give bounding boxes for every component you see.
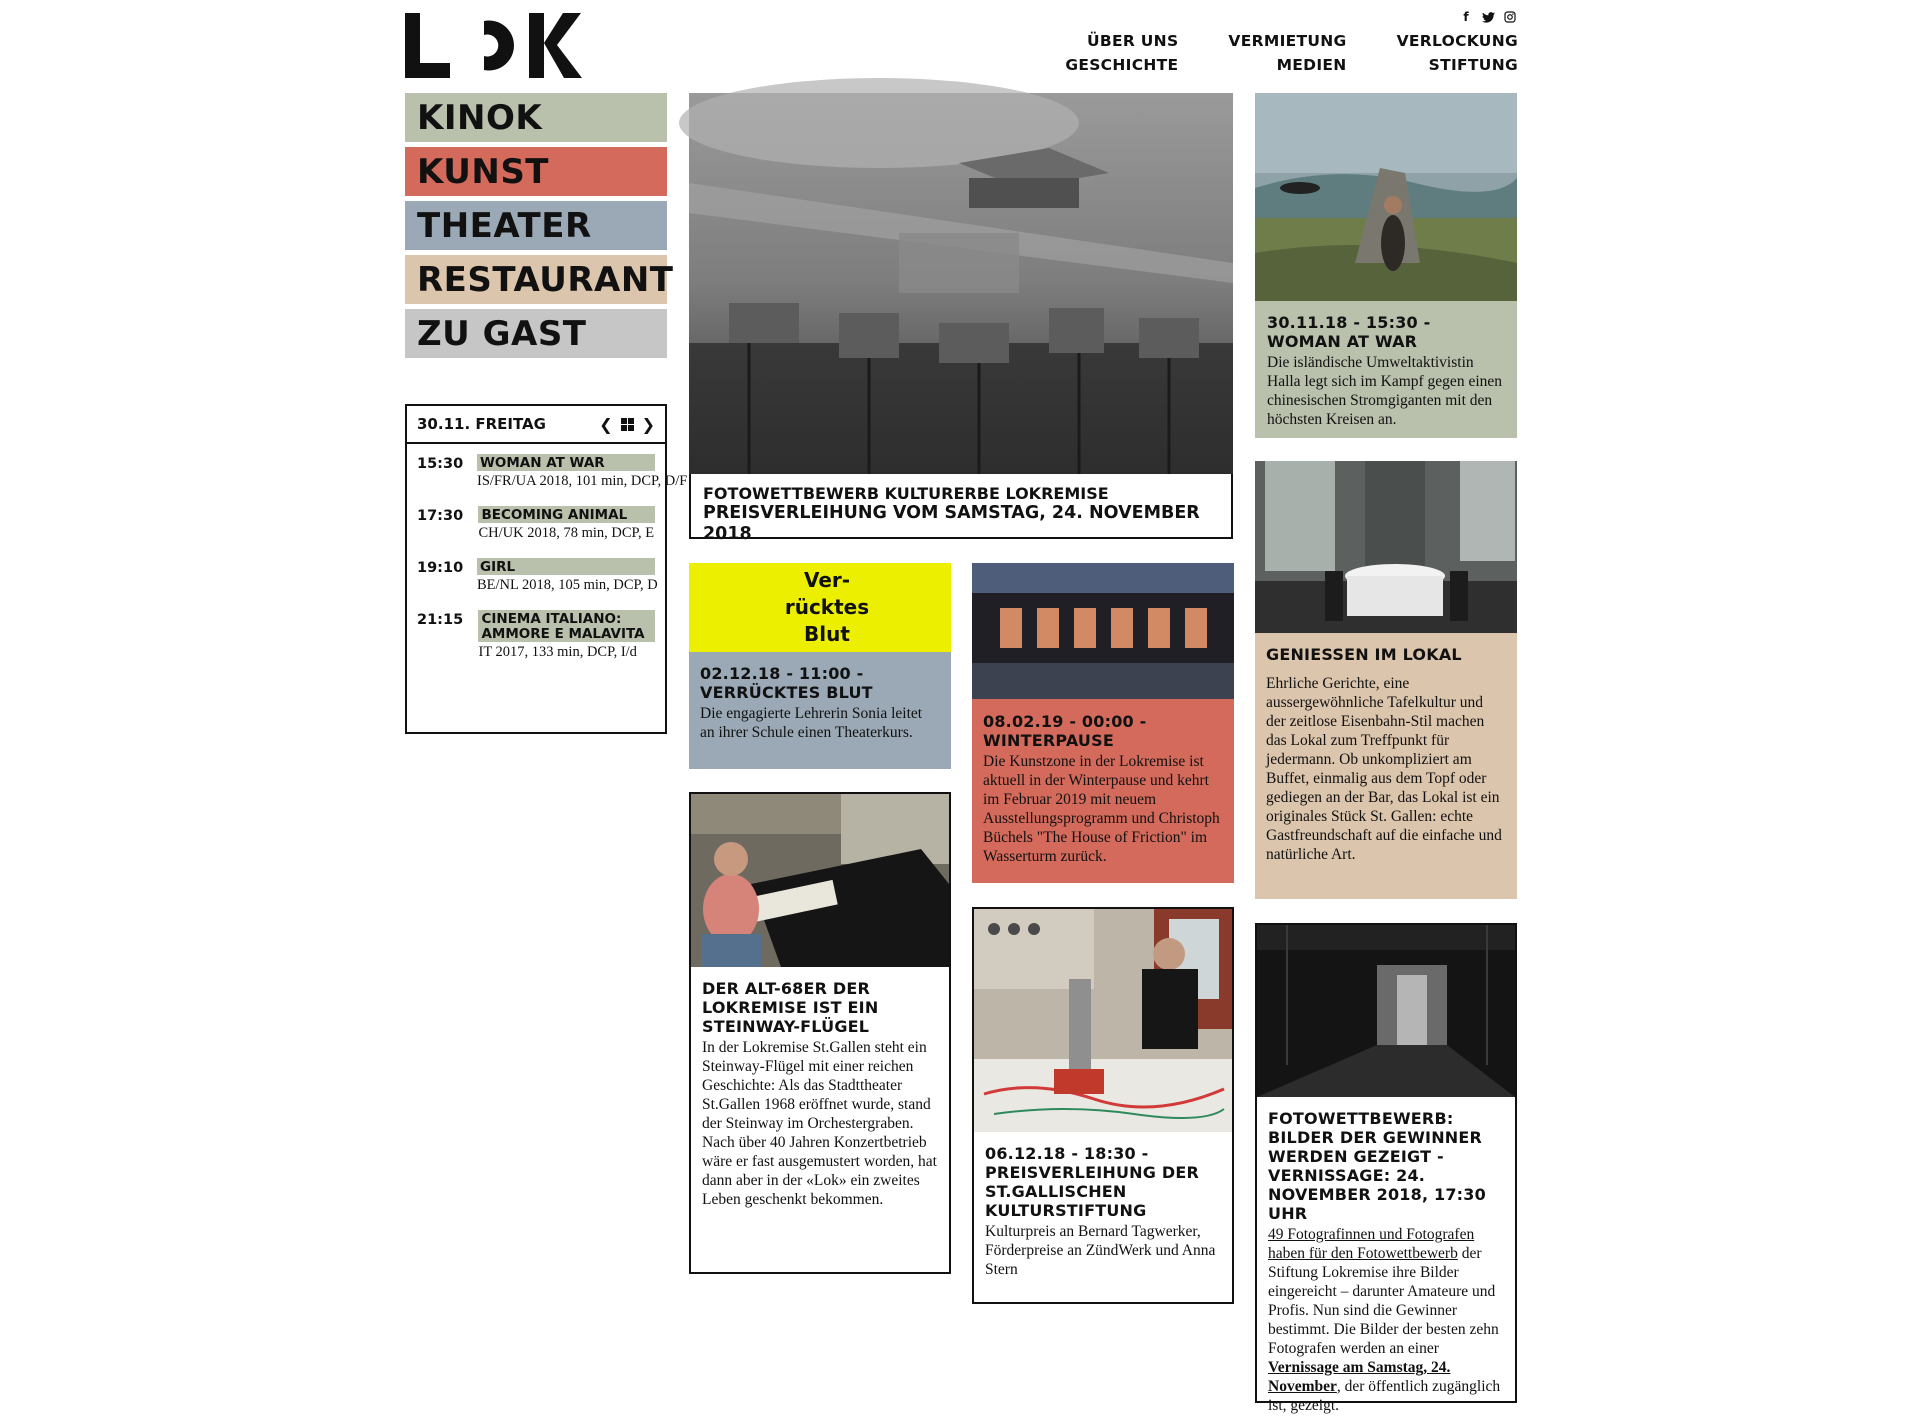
program-info: CH/UK 2018, 78 min, DCP, E <box>478 525 655 541</box>
steinway-photo <box>691 794 949 967</box>
geniessen-title[interactable]: GENIESSEN IM LOKAL <box>1266 645 1462 664</box>
poster-line-3: Blut <box>804 622 850 646</box>
nav-vermietung[interactable]: VERMIETUNG <box>1228 32 1347 50</box>
fotowettbewerb-title[interactable]: FOTOWETTBEWERB: BILDER DER GEWINNER WERDEN GEZEIGT - VERNISSAGE: 24. NOVEMBER 2018, 17:30 UHR <box>1268 1109 1486 1223</box>
geniessen-text: Ehrliche Gerichte, eine aussergewöhnliche Tafelkultur und der zeitlose Eisenbahn-Stil machen das Lokal zum Treffpunkt für jedermann. Ob unkompliziert am Buffet, einmalig aus dem Topf oder gediegen an der Bar, das Lokal ist ein originales Stück St. Gallen: echte Gastfreundschaft auf die einfache und natürliche Art. <box>1266 675 1502 863</box>
verruecktes-blut-text: Die engagierte Lehrerin Sonia leitet an ihrer Schule einen Theaterkurs. <box>700 705 923 741</box>
next-day-icon[interactable]: ❯ <box>641 414 655 434</box>
winterpause-title[interactable]: 08.02.19 - 00:00 - WINTERPAUSE <box>983 712 1147 750</box>
fotowettbewerb-photo <box>1257 925 1515 1097</box>
program-title[interactable]: WOMAN AT WAR <box>477 454 655 471</box>
steinway-title[interactable]: DER ALT-68ER DER LOKREMISE IST EIN STEINWAY-FLÜGEL <box>702 979 879 1036</box>
program-title[interactable]: CINEMA ITALIANO: AMMORE E MALAVITA <box>478 610 655 642</box>
poster-line-2: rücktes <box>784 595 870 619</box>
woman-at-war-card[interactable] <box>1255 93 1517 438</box>
program-time: 21:15 <box>417 612 464 628</box>
program-info: IT 2017, 133 min, DCP, I/d <box>478 644 637 660</box>
grid-view-icon[interactable] <box>621 418 634 431</box>
verruecktes-blut-poster <box>689 563 951 652</box>
fotowettbewerb-card[interactable] <box>1255 923 1517 1414</box>
verruecktes-blut-title[interactable]: 02.12.18 - 11:00 - VERRÜCKTES BLUT <box>700 664 873 702</box>
woman-at-war-title[interactable]: 30.11.18 - 15:30 - WOMAN AT WAR <box>1267 313 1431 351</box>
vernissage-link[interactable]: Vernissage am Samstag, 24. November <box>1268 1359 1451 1395</box>
woman-at-war-text: Die isländische Umweltaktivistin Halla legt sich im Kampf gegen einen chinesischen Stromgiganten mit den höchsten Kreisen an. <box>1267 354 1503 428</box>
steinway-card[interactable] <box>689 792 951 1274</box>
program-date: 30.11. FREITAG <box>417 415 546 433</box>
category-theater[interactable]: THEATER <box>405 201 667 250</box>
program-title[interactable]: BECOMING ANIMAL <box>478 506 655 523</box>
nav-medien[interactable]: MEDIEN <box>1276 56 1347 74</box>
top-navigation <box>1065 32 1518 74</box>
program-header <box>407 406 665 444</box>
hero-title-line1: FOTOWETTBEWERB KULTURERBE LOKREMISE <box>703 484 1109 503</box>
program-item[interactable] <box>407 610 665 661</box>
nav-stiftung[interactable]: STIFTUNG <box>1428 56 1518 74</box>
hero-card[interactable] <box>689 93 1233 544</box>
program-time: 15:30 <box>417 456 464 472</box>
hero-caption[interactable] <box>689 474 1233 544</box>
social-links <box>1458 9 1518 25</box>
fotowettbewerb-text <box>1268 1225 1504 1415</box>
winterpause-card[interactable] <box>972 563 1234 883</box>
program-info: IS/FR/UA 2018, 101 min, DCP, D/F <box>477 473 688 489</box>
preisverleihung-photo <box>974 909 1232 1132</box>
hero-title-line2: PREISVERLEIHUNG VOM SAMSTAG, 24. NOVEMBER 2018 <box>703 503 1200 544</box>
preisverleihung-text: Kulturpreis an Bernard Tagwerker, Förderpreise an ZündWerk und Anna Stern <box>985 1223 1216 1278</box>
geniessen-card[interactable] <box>1255 461 1517 899</box>
preisverleihung-title[interactable]: 06.12.18 - 18:30 - PREISVERLEIHUNG DER ST.GALLISCHEN KULTURSTIFTUNG <box>985 1144 1199 1220</box>
twitter-icon[interactable] <box>1480 9 1496 25</box>
winterpause-text: Die Kunstzone in der Lokremise ist aktuell in der Winterpause und kehrt im Februar 2019 mit neuem Ausstellungsprogramm und Christoph Büchels "The House of Friction" im Wasserturm zurück. <box>983 753 1220 865</box>
nav-verlockung[interactable]: VERLOCKUNG <box>1396 32 1518 50</box>
nav-ueber-uns[interactable]: ÜBER UNS <box>1086 32 1179 50</box>
program-item[interactable] <box>407 454 688 490</box>
lok-logo[interactable] <box>405 13 582 78</box>
verruecktes-blut-card[interactable] <box>689 563 951 769</box>
fotowettbewerb-text-part1: der Stiftung Lokremise ihre Bilder eingereicht – darunter Amateure und Profis. Nun sind die Gewinner bestimmt. Die Bilder der besten zehn Fotografen werden an einer <box>1268 1245 1499 1357</box>
steinway-text: In der Lokremise St.Gallen steht ein Steinway-Flügel mit einer reichen Geschichte: Als das Stadttheater St.Gallen 1968 eröffnet wurde, stand der Steinway im Orchestergraben. Nach über 40 Jahren Konzertbetrieb wäre er fast ausgemustert worden, hat dann aber in der «Lok» ein zweites Leben geschenkt bekommen. <box>702 1039 937 1208</box>
hero-photo <box>689 93 1233 474</box>
program-item[interactable] <box>407 506 665 542</box>
nav-geschichte[interactable]: GESCHICHTE <box>1065 56 1179 74</box>
restaurant-photo <box>1255 461 1517 633</box>
program-time: 17:30 <box>417 508 464 524</box>
category-zu-gast[interactable]: ZU GAST <box>405 309 667 358</box>
fotografen-link[interactable]: 49 Fotografinnen und Fotografen haben für den Fotowettbewerb <box>1268 1226 1475 1262</box>
category-kunst[interactable]: KUNST <box>405 147 667 196</box>
program-time: 19:10 <box>417 560 464 576</box>
preisverleihung-card[interactable] <box>972 907 1234 1304</box>
instagram-icon[interactable] <box>1502 9 1518 25</box>
prev-day-icon[interactable]: ❮ <box>599 414 613 434</box>
facebook-icon[interactable]: f <box>1463 10 1469 24</box>
category-restaurant[interactable]: RESTAURANT <box>405 255 667 304</box>
program-box <box>405 404 688 734</box>
category-kinok[interactable]: KINOK <box>405 93 667 142</box>
winterpause-photo <box>972 563 1234 699</box>
woman-at-war-photo <box>1255 93 1517 301</box>
fotowettbewerb-text-part2: , der öffentlich zugänglich ist, gezeigt. <box>1268 1378 1501 1414</box>
program-item[interactable] <box>407 558 665 594</box>
program-title[interactable]: GIRL <box>477 558 655 575</box>
program-info: BE/NL 2018, 105 min, DCP, D <box>477 577 658 593</box>
poster-line-1: Ver- <box>803 568 851 592</box>
category-navigation <box>405 93 674 363</box>
